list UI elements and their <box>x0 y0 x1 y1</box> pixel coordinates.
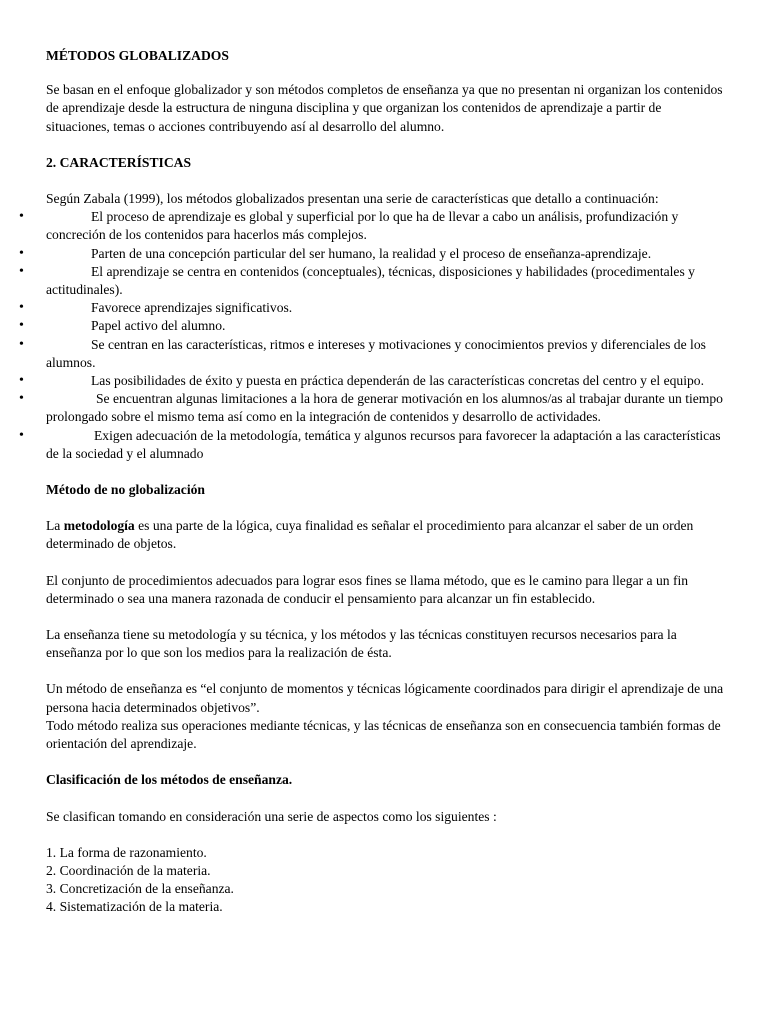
section-caracteristicas-title: 2. CARACTERÍSTICAS <box>46 154 192 170</box>
tecnicas-paragraph: Todo método realiza sus operaciones mediante técnicas, y las técnicas de enseñanza son en consecuencia también formas de orientación del aprendizaje. <box>46 717 721 752</box>
list-item: 2. Coordinación de la materia. <box>46 862 211 878</box>
list-item: 3. Concretización de la enseñanza. <box>46 881 234 897</box>
section-clasificacion-title: Clasificación de los métodos de enseñanza. <box>46 772 293 788</box>
clasificacion-list <box>46 844 726 917</box>
procedimientos-paragraph: El conjunto de procedimientos adecuados para lograr esos fines se llama método, que es le camino para llegar a un fin determinado o sea una manera razonada de conducir el pensamiento para alcanzar un fin establecido. <box>46 572 689 606</box>
list-item: • El aprendizaje se centra en contenidos (conceptuales), técnicas, disposiciones y habilidades (procedimentales y actitudinales). <box>19 263 695 298</box>
bullet-icon: • <box>19 391 24 407</box>
list-item: 1. La forma de razonamiento. <box>46 844 207 860</box>
metodologia-term: metodología <box>63 518 135 534</box>
document-page <box>19 47 726 917</box>
metodo-definicion-paragraph: Un método de enseñanza es “el conjunto de momentos y técnicas lógicamente coordinados para dirigir el aprendizaje de una persona hacia determinados objetivos”. <box>46 681 724 715</box>
list-item: • Favorece aprendizajes significativos. <box>46 299 726 317</box>
bullet-icon: • <box>19 263 24 279</box>
ensenanza-paragraph: La enseñanza tiene su metodología y su técnica, y los métodos y las técnicas constituyen recursos necesarios para la enseñanza por lo que son los medios para la realización de ésta. <box>46 627 677 661</box>
list-item: • Se centran en las características, ritmos e intereses y motivaciones y conocimientos previos y diferenciales de los alumnos. <box>19 336 706 370</box>
doc-title: MÉTODOS GLOBALIZADOS <box>46 48 229 63</box>
list-item: 4. Sistematización de la materia. <box>46 899 223 915</box>
list-item: • Papel activo del alumno. <box>46 317 726 335</box>
clasificacion-intro: Se clasifican tomando en consideración una serie de aspectos como los siguientes : <box>46 808 497 824</box>
list-item: • El proceso de aprendizaje es global y superficial por lo que ha de llevar a cabo un análisis, profundización y concreción de los contenidos para hacerlos más complejos. <box>19 209 679 243</box>
bullet-icon: • <box>19 373 24 389</box>
list-item: • Se encuentran algunas limitaciones a la hora de generar motivación en los alumnos/as al trabajar durante un tiempo prolongado sobre el mismo tema así como en la integración de contenidos y desarrollo de actividades. <box>19 391 723 425</box>
list-item: • Exigen adecuación de la metodología, temática y algunos recursos para favorecer la adaptación a las características de la sociedad y el alumnado <box>19 427 721 461</box>
bullet-icon: • <box>19 336 24 352</box>
bullet-icon: • <box>19 209 24 225</box>
section-no-globalizacion-title: Método de no globalización <box>46 482 205 498</box>
intro-paragraph: Se basan en el enfoque globalizador y son métodos completos de enseñanza ya que no presentan ni organizan los contenidos de aprendizaje desde la estructura de ninguna disciplina y que organizan los contenidos de aprendizaje a partir de situaciones, temas o acciones contribuyendo así al desarrollo del alumno. <box>46 82 723 134</box>
bullet-icon: • <box>19 245 24 261</box>
metodologia-paragraph: La metodología es una parte de la lógica, cuya finalidad es señalar el procedimiento para alcanzar el saber de un orden determinado de objetos. <box>46 518 694 552</box>
bullet-icon: • <box>19 427 24 443</box>
section-caracteristicas-intro: Según Zabala (1999), los métodos globalizados presentan una serie de características que detallo a continuación: <box>46 191 659 207</box>
bullet-icon: • <box>19 300 24 316</box>
characteristics-list <box>19 208 726 463</box>
list-item: • Las posibilidades de éxito y puesta en práctica dependerán de las características concretas del centro y el equipo. <box>46 372 726 390</box>
list-item: • Parten de una concepción particular del ser humano, la realidad y el proceso de enseñanza-aprendizaje. <box>46 245 726 263</box>
bullet-icon: • <box>19 318 24 334</box>
